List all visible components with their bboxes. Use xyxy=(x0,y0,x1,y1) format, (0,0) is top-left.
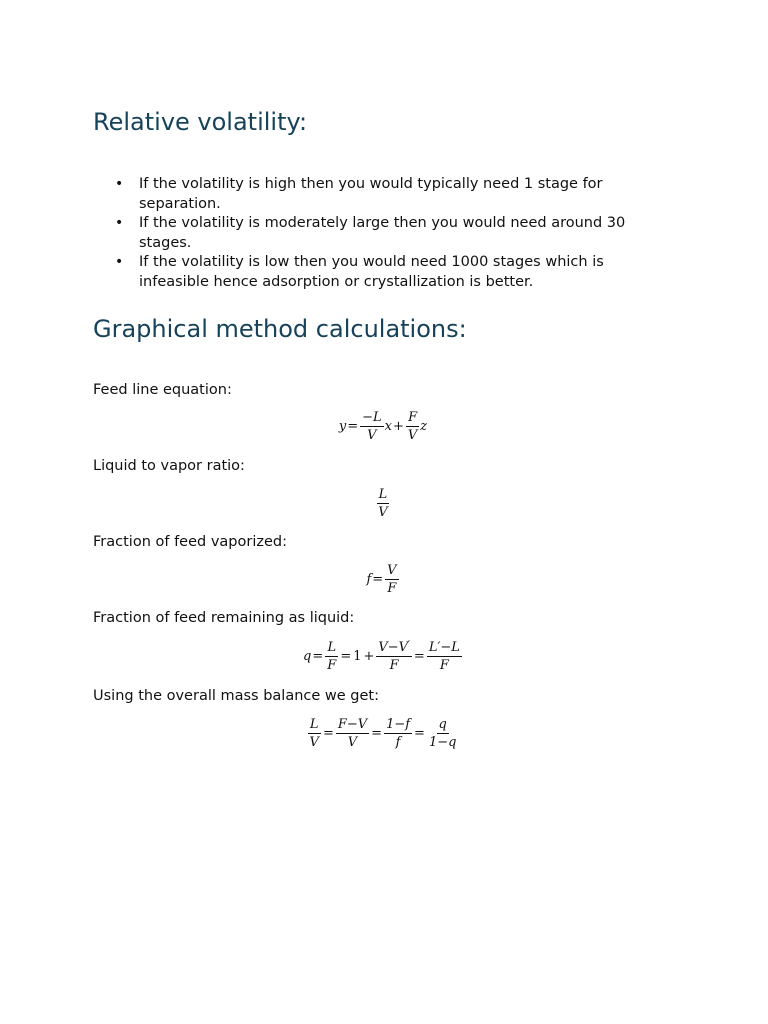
numerator: q xyxy=(438,717,447,732)
numerator xyxy=(376,640,412,657)
denominator: V xyxy=(407,428,418,443)
list-item xyxy=(93,214,673,253)
denominator: f xyxy=(395,735,401,750)
heading-relative-volatility: Relative volatility: xyxy=(93,108,308,136)
numerator: L xyxy=(327,640,337,655)
denominator: F xyxy=(387,581,397,596)
denominator: 1−q xyxy=(428,735,457,750)
volatility-bullet-list xyxy=(93,175,673,292)
denominator: F xyxy=(327,658,337,673)
denominator: F xyxy=(439,658,449,673)
var-f: f xyxy=(366,572,372,587)
denominator: V xyxy=(347,735,358,750)
denominator: V xyxy=(367,428,377,443)
op-equals: = xyxy=(371,726,383,741)
bullet-text: If the volatility is moderately large then you would need around 30 stages. xyxy=(139,215,626,251)
denominator: V xyxy=(309,735,319,750)
fraction xyxy=(308,717,321,750)
var-q: q xyxy=(303,649,312,664)
fraction xyxy=(385,563,398,596)
op-equals: = xyxy=(322,726,334,741)
fraction xyxy=(376,640,412,673)
denominator: V xyxy=(378,505,388,520)
label-fraction-vaporized: Fraction of feed vaporized: xyxy=(93,534,287,550)
heading-graphical-method: Graphical method calculations: xyxy=(93,315,467,343)
bullet-icon: • xyxy=(115,176,124,192)
equation-lv-ratio xyxy=(93,487,673,520)
fraction xyxy=(406,410,419,443)
equation-fraction-vaporized xyxy=(93,563,673,596)
op-equals: = xyxy=(414,726,425,741)
label-lv-ratio: Liquid to vapor ratio: xyxy=(93,458,245,474)
bullet-text: If the volatility is low then you would need 1000 stages which is infeasible hence adsorption or crystallization is better. xyxy=(139,254,604,290)
var-y: y xyxy=(338,419,347,434)
fraction xyxy=(336,717,369,750)
op-plus: + xyxy=(392,419,404,434)
op-equals: = xyxy=(372,572,384,587)
bullet-icon: • xyxy=(115,254,124,270)
fraction xyxy=(360,410,384,443)
list-item xyxy=(93,175,673,214)
numerator: F xyxy=(408,410,418,425)
bullet-text: If the volatility is high then you would typically need 1 stage for separation. xyxy=(139,176,603,212)
expr-v-minus-v: V−V xyxy=(378,640,409,655)
op-equals: = xyxy=(347,419,359,434)
equation-fraction-liquid xyxy=(93,640,673,673)
var-x: x xyxy=(384,419,392,434)
fraction xyxy=(427,640,462,673)
list-item xyxy=(93,253,673,292)
equation-feed-line xyxy=(93,410,673,443)
numerator: −L xyxy=(362,410,382,425)
fraction xyxy=(376,487,389,520)
numerator: F−V xyxy=(337,717,368,732)
label-feed-line: Feed line equation: xyxy=(93,382,232,398)
label-fraction-liquid: Fraction of feed remaining as liquid: xyxy=(93,610,355,626)
fraction xyxy=(427,717,459,750)
op-plus: + xyxy=(363,649,375,664)
numerator: L xyxy=(309,717,319,732)
label-mass-balance: Using the overall mass balance we get: xyxy=(93,688,379,704)
op-equals: = xyxy=(312,649,324,664)
op-equals: = xyxy=(340,649,352,664)
bullet-icon: • xyxy=(115,215,124,231)
var-z: z xyxy=(420,419,428,434)
numerator: L′−L xyxy=(428,640,460,655)
denominator: F xyxy=(389,658,399,673)
numerator: 1−f xyxy=(386,717,411,732)
prime-mark: ′ xyxy=(408,639,410,648)
equation-mass-balance xyxy=(93,717,673,750)
numerator: V xyxy=(387,563,397,578)
fraction xyxy=(325,640,338,673)
const-one: 1 xyxy=(353,649,362,664)
op-equals: = xyxy=(413,649,425,664)
fraction xyxy=(384,717,412,750)
numerator: L xyxy=(378,487,388,502)
